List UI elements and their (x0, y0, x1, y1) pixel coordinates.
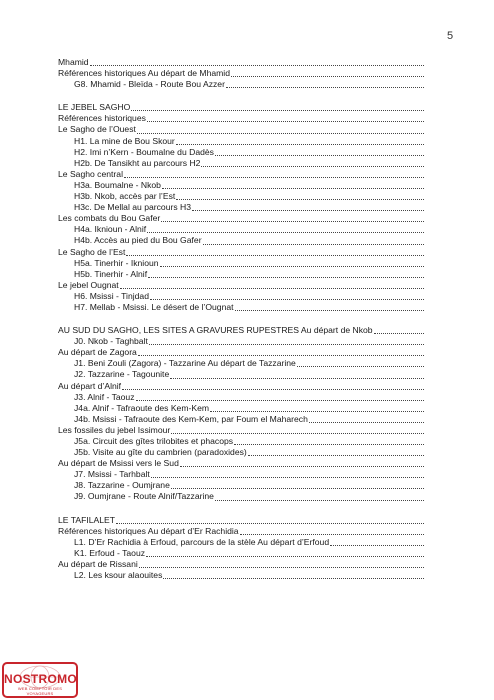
dot-leader (171, 433, 424, 434)
toc-label: G8. Mhamid - Bleïda - Route Bou Azzer (74, 79, 225, 90)
toc-heading (58, 381, 424, 392)
toc-entry (58, 447, 424, 458)
toc-heading (58, 102, 424, 113)
toc-label: Les combats du Bou Gafer (58, 213, 161, 224)
dot-leader (215, 500, 424, 501)
toc-label: Références historiques Au départ de Mhamid (58, 68, 230, 79)
dot-leader (210, 411, 424, 412)
toc-label: H2. Imi n’Kern - Boumalne du Dadès (74, 146, 214, 157)
toc-label: H2b. De Tansikht au parcours H2 (74, 157, 201, 168)
dot-leader (161, 221, 424, 222)
toc-entry (58, 158, 424, 169)
toc-label: LE TAFILALET (58, 514, 115, 525)
table-of-contents (58, 57, 424, 581)
toc-entry (58, 235, 424, 246)
toc-heading (58, 325, 424, 336)
toc-label: J9. Oumjrane - Route Alnif/Tazzarine (74, 491, 214, 502)
toc-entry (58, 269, 424, 280)
toc-label: Le Sagho de l’Ouest (58, 124, 136, 135)
dot-leader (201, 166, 424, 167)
toc-label: J3. Alnif - Taouz (74, 391, 135, 402)
dot-leader (309, 422, 424, 423)
dot-leader (192, 210, 424, 211)
dot-leader (163, 578, 424, 579)
toc-label: Références historiques (58, 113, 146, 124)
toc-entry (58, 136, 424, 147)
dot-leader (203, 244, 424, 245)
toc-entry (58, 537, 424, 548)
toc-entry (58, 302, 424, 313)
dot-leader (131, 110, 424, 111)
toc-label: J4b. Msissi - Tafraoute des Kem-Kem, par Foum el Maharech (74, 413, 308, 424)
logo-tagline: WEB COMPTOIR DES VOYAGEURS (17, 686, 63, 696)
section-gap (58, 313, 424, 325)
dot-leader (226, 87, 424, 88)
toc-heading (58, 247, 424, 258)
section-gap (58, 90, 424, 102)
toc-label: Le jebel Ougnat (58, 279, 119, 290)
toc-entry (58, 469, 424, 480)
toc-label: J0. Nkob - Taghbalt (74, 336, 148, 347)
toc-entry (58, 570, 424, 581)
toc-label: Le Sagho de l’Est (58, 246, 126, 257)
toc-entry (58, 436, 424, 447)
dot-leader (136, 400, 424, 401)
toc-entry (58, 224, 424, 235)
toc-entry (58, 403, 424, 414)
toc-label: H7. Mellab - Msissi. Le désert de l’Ougnat (74, 301, 234, 312)
logo-name: NOSTROMO (4, 672, 78, 686)
dot-leader (122, 389, 424, 390)
dot-leader (180, 466, 424, 467)
toc-label: H4a. Iknioun - Alnif (74, 224, 147, 235)
toc-heading (58, 169, 424, 180)
dot-leader (147, 232, 424, 233)
toc-entry (58, 358, 424, 369)
section-gap (58, 503, 424, 515)
toc-label: J8. Tazzarine - Oumjrane (74, 480, 170, 491)
toc-label: H5a. Tinerhir - Iknioun (74, 257, 159, 268)
toc-label: J5a. Circuit des gîtes trilobites et phacops (74, 436, 234, 446)
dot-leader (116, 523, 424, 524)
dot-leader (149, 344, 424, 345)
toc-heading (58, 280, 424, 291)
dot-leader (162, 188, 424, 189)
toc-label: J2. Tazzarine - Tagounite (74, 369, 170, 380)
toc-label: J7. Msissi - Tarhbalt (74, 469, 150, 480)
dot-leader (235, 310, 424, 311)
dot-leader (176, 199, 424, 200)
toc-heading (58, 458, 424, 469)
toc-heading (58, 57, 424, 68)
toc-heading (58, 559, 424, 570)
toc-entry (58, 258, 424, 269)
toc-entry (58, 147, 424, 158)
toc-entry (58, 480, 424, 491)
toc-entry (58, 291, 424, 302)
dot-leader (330, 545, 424, 546)
dot-leader (248, 455, 424, 456)
nostromo-logo (2, 662, 78, 698)
toc-heading (58, 213, 424, 224)
toc-label: H3c. De Mellal au parcours H3 (74, 202, 192, 213)
toc-heading (58, 347, 424, 358)
toc-entry (58, 336, 424, 347)
dot-leader (150, 299, 424, 300)
toc-label: Au départ de Rissani (58, 558, 138, 569)
toc-label: L1. D’Er Rachidia à Erfoud, parcours de la stèle Au départ d’Erfoud (74, 536, 330, 547)
toc-entry (58, 180, 424, 191)
dot-leader (147, 121, 424, 122)
toc-label: H4b. Accès au pied du Bou Gafer (74, 235, 202, 246)
toc-label: H6. Msissi - Tinjdad (74, 290, 149, 301)
dot-leader (240, 534, 424, 535)
toc-label: K1. Erfoud - Taouz (74, 547, 146, 558)
toc-label: J5b. Visite au gîte du cambrien (paradoxides) (74, 447, 247, 458)
toc-label: Les fossiles du jebel Issimour (58, 424, 171, 435)
toc-label: H3a. Boumalne - Nkob (74, 179, 161, 190)
dot-leader (148, 277, 424, 278)
dot-leader (124, 177, 424, 178)
dot-leader (215, 155, 424, 156)
toc-label: L2. Les ksour alaouites (74, 570, 163, 581)
dot-leader (90, 65, 424, 66)
toc-label: Au départ d’Alnif (58, 380, 122, 391)
toc-label: H1. La mine de Bou Skour (74, 135, 175, 146)
toc-entry (58, 491, 424, 502)
dot-leader (160, 266, 424, 267)
page-number: 5 (447, 30, 454, 42)
toc-label: J1. Beni Zouli (Zagora) - Tazzarine Au départ de Tazzarine (74, 358, 296, 369)
dot-leader (170, 378, 424, 379)
dot-leader (151, 477, 424, 478)
dot-leader (176, 144, 424, 145)
dot-leader (234, 444, 424, 445)
dot-leader (139, 567, 424, 568)
dot-leader (126, 255, 424, 256)
toc-label: LE JEBEL SAGHO (58, 102, 131, 113)
dot-leader (297, 366, 424, 367)
toc-entry (58, 548, 424, 559)
toc-entry (58, 414, 424, 425)
toc-heading (58, 113, 424, 124)
toc-entry (58, 392, 424, 403)
toc-label: Références historiques Au départ d’Er Rachidia (58, 525, 239, 536)
toc-label: Mhamid (58, 57, 89, 67)
toc-heading (58, 68, 424, 79)
toc-label: AU SUD DU SAGHO, LES SITES A GRAVURES RUPESTRES Au départ de Nkob (58, 325, 373, 336)
toc-heading (58, 425, 424, 436)
dot-leader (374, 333, 424, 334)
toc-entry (58, 79, 424, 90)
toc-label: Au départ de Msissi vers le Sud (58, 458, 179, 469)
dot-leader (137, 133, 424, 134)
toc-heading (58, 526, 424, 537)
toc-heading (58, 124, 424, 135)
toc-label: J4a. Alnif - Tafraoute des Kem-Kem (74, 402, 210, 413)
toc-label: H5b. Tinerhir - Alnif (74, 268, 148, 279)
toc-label: H3b. Nkob, accès par l’Est (74, 191, 176, 202)
toc-entry (58, 369, 424, 380)
dot-leader (231, 76, 424, 77)
dot-leader (171, 488, 424, 489)
dot-leader (146, 556, 424, 557)
dot-leader (120, 288, 424, 289)
toc-heading (58, 515, 424, 526)
toc-label: Le Sagho central (58, 168, 123, 179)
toc-entry (58, 191, 424, 202)
toc-label: Au départ de Zagora (58, 347, 137, 358)
dot-leader (138, 355, 424, 356)
toc-entry (58, 202, 424, 213)
